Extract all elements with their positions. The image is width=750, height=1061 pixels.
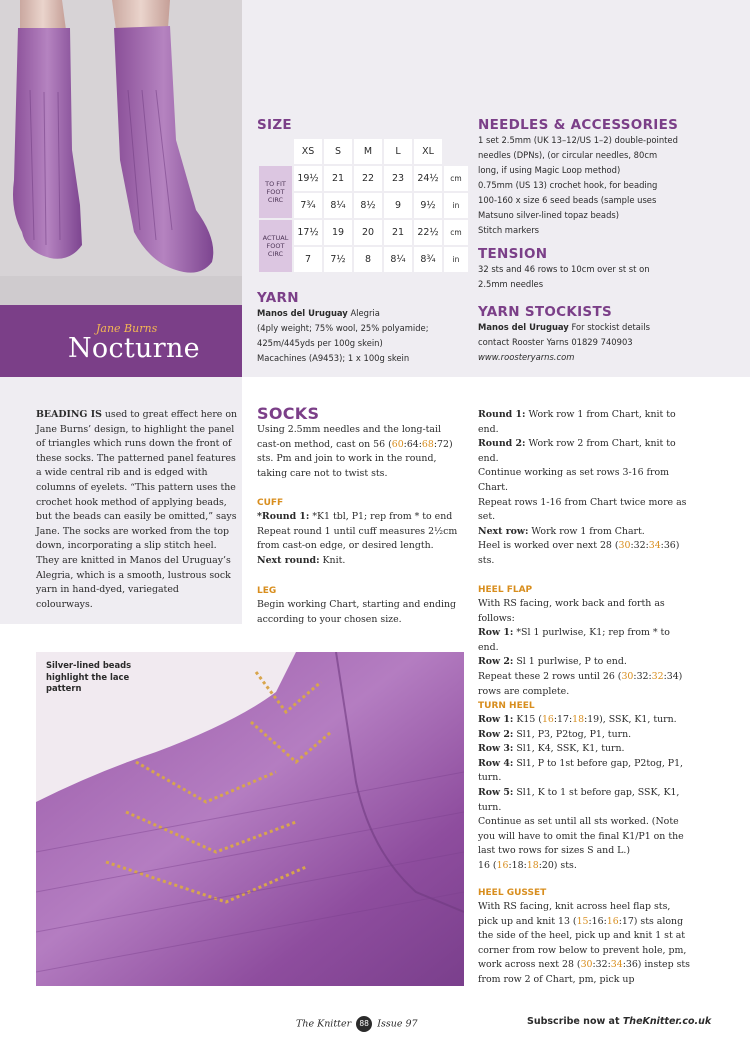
size-variant: 18 — [526, 859, 539, 871]
turn-heel-heading: TURN HEEL — [478, 701, 535, 711]
needles-line: Stitch markers — [478, 225, 540, 235]
yarn-line: (4ply weight; 75% wool, 25% polyamide; — [257, 323, 429, 333]
text-run: :32: — [633, 670, 652, 682]
text-run: Heel is worked over next 28 ( — [478, 540, 619, 552]
text-run: K15 ( — [513, 714, 542, 725]
chart-instructions — [478, 408, 690, 569]
heel-gusset-heading: HEEL GUSSET — [478, 888, 547, 898]
row-label: Row 5: — [478, 786, 514, 798]
row-label: Next row: — [478, 525, 529, 537]
text-run: :16: — [588, 915, 607, 927]
text-run: :17) — [618, 915, 638, 927]
size-variant: 34 — [610, 959, 623, 971]
size-col-m: M — [354, 139, 382, 164]
text-run: Sl1, P to 1st before gap, P2tog, P1, turn. — [478, 757, 684, 784]
subscribe-text: Subscribe now at — [527, 1016, 623, 1027]
size-cell: 7 — [294, 247, 322, 272]
text-run: *K1 tbl, P1; rep from * to end — [309, 511, 453, 522]
needles-line: long, if using Magic Loop method) — [478, 165, 621, 175]
size-cell: 8¼ — [324, 193, 352, 218]
size-cell: 22 — [354, 166, 382, 191]
size-cell: 24½ — [414, 166, 442, 191]
tension-line: 32 sts and 46 rows to 10cm over st st on — [478, 264, 650, 274]
row-label: Next round: — [257, 554, 320, 566]
text-run: :32: — [592, 959, 611, 971]
heel-flap-instructions — [478, 597, 690, 699]
text-run: sts. Pm and join to work in the round, taking care not to twist sts. — [257, 453, 437, 479]
socks-illustration — [0, 0, 242, 305]
heel-flap-heading: HEEL FLAP — [478, 585, 533, 595]
text-run: Repeat round 1 until cuff measures 2½cm from cast-on edge, or desired length. — [257, 525, 458, 552]
text-run: :17: — [553, 714, 573, 725]
row-label: Row 1: — [478, 714, 514, 725]
stockist-details: For stockist details — [568, 322, 650, 332]
beaded-sock-illustration — [36, 652, 464, 986]
yarn-name: Alegria — [347, 308, 380, 318]
heel-gusset-instructions — [478, 900, 690, 988]
needles-heading: NEEDLES & ACCESSORIES — [478, 117, 679, 133]
text-run: :36) — [622, 959, 642, 971]
size-variant: 32 — [651, 670, 664, 682]
size-variant: 60 — [391, 438, 404, 450]
text-run: :72) — [433, 438, 453, 450]
tension-text — [478, 262, 728, 292]
stockists-text — [478, 320, 728, 365]
unit-in: in — [444, 193, 468, 218]
size-col-s: S — [324, 139, 352, 164]
intro-lead: BEADING IS — [36, 409, 102, 420]
size-col-xs: XS — [294, 139, 322, 164]
size-variant: 16 — [606, 915, 619, 927]
text-run: Using 2.5mm needles and the long-tail cast-on method, cast on 56 ( — [257, 424, 442, 450]
size-variant: 18 — [572, 714, 585, 725]
size-variant: 15 — [576, 915, 589, 927]
text-run: With RS facing, work back and forth as follows: — [478, 598, 665, 624]
needles-line: 100-160 x size 6 seed beads (sample uses — [478, 195, 657, 205]
text-run: Continue as set until all sts worked. (Note you will have to omit the final K1/P1 on the last two rows for sizes S and L.) — [478, 816, 684, 857]
size-cell: 23 — [384, 166, 412, 191]
text-run: :18: — [508, 859, 527, 871]
text-run: instep sts from row 2 of Chart, pm, pick up — [478, 959, 690, 985]
socks-photo-bottom — [36, 652, 464, 986]
text-run: Sl1, K4, SSK, K1, turn. — [513, 743, 625, 755]
size-table — [257, 137, 470, 274]
size-variant: 30 — [580, 959, 593, 971]
intro-text — [36, 408, 238, 612]
needles-list — [478, 133, 728, 238]
size-cell: 9 — [384, 193, 412, 218]
size-table-corner — [259, 139, 292, 164]
leg-instructions: Begin working Chart, starting and ending according to your chosen size. — [257, 599, 456, 625]
text-run: *Sl 1 purlwise, K1; rep from * to end. — [478, 627, 670, 653]
size-cell: 8¼ — [384, 247, 412, 272]
size-variant: 16 — [496, 859, 509, 871]
size-cell: 19½ — [294, 166, 322, 191]
designer-name: Jane Burns — [96, 322, 158, 335]
size-col-l: L — [384, 139, 412, 164]
text-run: sts along the side of the heel, pick up and knit 1 st at corner from row below to prevent hole, pm, work across next 28 ( — [478, 915, 687, 971]
row-label: Round 2: — [478, 438, 526, 450]
subscribe-link[interactable]: TheKnitter.co.uk — [622, 1016, 712, 1027]
text-run: sts. — [478, 554, 495, 566]
size-cell: 8¾ — [414, 247, 442, 272]
size-cell: 21 — [384, 220, 412, 245]
text-run: 16 ( — [478, 859, 497, 871]
tension-heading: TENSION — [478, 246, 548, 262]
text-run: Repeat rows 1-16 from Chart twice more as set. — [478, 496, 687, 523]
size-variant: 34 — [648, 540, 661, 552]
yarn-line: Macachines (A9453); 1 x 100g skein — [257, 353, 410, 363]
size-cell: 9½ — [414, 193, 442, 218]
footer-subscribe — [527, 1016, 711, 1027]
size-cell: 7¾ — [294, 193, 322, 218]
size-cell: 8 — [354, 247, 382, 272]
text-run: :19), SSK, K1, turn. — [584, 714, 677, 725]
needles-line: needles (DPNs), (or circular needles, 80cm — [478, 150, 658, 160]
size-cell: 19 — [324, 220, 352, 245]
size-col-xl: XL — [414, 139, 442, 164]
yarn-details — [257, 306, 472, 366]
intro-body: used to great effect here on Jane Burns’ design, to highlight the panel of triangles which runs down the front of these socks. The patterned panel features a wide central rib and is edged with columns of eyelets. “This pattern uses the crochet hook method of applying beads, but the beads can easily be omitted,” says Jane. The socks are worked from the top down, incorporating a slip stitch heel. They are knitted in Manos del Uruguay’s Alegria, which is a smooth, lustrous sock yarn in hand-dyed, variegated colourways. — [36, 409, 238, 610]
needles-line: 1 set 2.5mm (UK 13–12/US 1–2) double-pointed — [478, 135, 678, 145]
row-label: Row 4: — [478, 757, 514, 769]
text-run: :32: — [630, 540, 649, 552]
text-run: Work row 1 from Chart. — [528, 525, 645, 537]
cuff-instructions — [257, 510, 462, 568]
turn-heel-instructions — [478, 713, 690, 874]
row-label: Row 1: — [478, 627, 514, 639]
size-cell: 17½ — [294, 220, 322, 245]
row-label: *Round 1: — [257, 511, 310, 522]
unit-in: in — [444, 247, 468, 272]
text-run: Continue working as set rows 3-16 from Chart. — [478, 467, 670, 493]
yarn-brand: Manos del Uruguay — [257, 308, 348, 318]
to-fit-label: TO FIT FOOT CIRC — [259, 166, 292, 218]
magazine-name: The Knitter — [296, 1018, 352, 1030]
size-table-corner-right — [444, 139, 468, 164]
yarn-line: 425m/445yds per 100g skein) — [257, 338, 383, 348]
yarn-heading: YARN — [257, 290, 299, 306]
size-variant: 30 — [618, 540, 631, 552]
size-variant: 16 — [541, 714, 554, 725]
text-run: :36) — [660, 540, 680, 552]
pattern-title: Nocturne — [68, 333, 200, 364]
text-run: Work row 2 from Chart, knit to end. — [478, 438, 676, 464]
tension-line: 2.5mm needles — [478, 279, 544, 289]
size-cell: 7½ — [324, 247, 352, 272]
size-variant: 30 — [621, 670, 634, 682]
needles-line: Matsuno silver-lined topaz beads) — [478, 210, 620, 220]
row-label: Row 2: — [478, 728, 514, 740]
size-variant: 68 — [421, 438, 434, 450]
row-label: Row 2: — [478, 656, 514, 668]
unit-cm: cm — [444, 220, 468, 245]
text-run: :20) sts. — [538, 859, 577, 871]
unit-cm: cm — [444, 166, 468, 191]
text-run: Repeat these 2 rows until 26 ( — [478, 670, 622, 682]
size-cell: 20 — [354, 220, 382, 245]
actual-label: ACTUAL FOOT CIRC — [259, 220, 292, 272]
text-run: Sl1, K to 1 st before gap, SSK, K1, turn. — [478, 786, 680, 813]
text-run: Work row 1 from Chart, knit to end. — [478, 409, 676, 435]
cuff-heading: CUFF — [257, 498, 284, 508]
socks-heading: SOCKS — [257, 404, 320, 423]
page-number: 88 — [356, 1016, 372, 1032]
text-run: :34) — [663, 670, 683, 682]
stockist-brand: Manos del Uruguay — [478, 322, 569, 332]
socks-cast-on — [257, 423, 462, 481]
text-run: With RS facing, knit across heel flap sts, pick up and knit 13 ( — [478, 901, 671, 927]
text-run: :64: — [403, 438, 422, 450]
needles-line: 0.75mm (US 13) crochet hook, for beading — [478, 180, 658, 190]
text-run: Knit. — [319, 554, 346, 566]
footer-magazine — [296, 1016, 418, 1032]
issue-number: Issue 97 — [377, 1018, 418, 1030]
stockist-url[interactable]: www.roosteryarns.com — [478, 352, 575, 362]
leg-heading: LEG — [257, 586, 277, 596]
socks-photo-top — [0, 0, 242, 305]
size-heading: SIZE — [257, 117, 292, 133]
text-run: rows are complete. — [478, 685, 570, 697]
size-cell: 22½ — [414, 220, 442, 245]
size-cell: 21 — [324, 166, 352, 191]
text-run: Sl 1 purlwise, P to end. — [513, 656, 627, 668]
photo-caption: Silver-lined beads highlight the lace pattern — [46, 660, 132, 693]
row-label: Round 1: — [478, 409, 526, 420]
size-cell: 8½ — [354, 193, 382, 218]
stockists-heading: YARN STOCKISTS — [478, 304, 612, 320]
row-label: Row 3: — [478, 743, 514, 755]
text-run: Sl1, P3, P2tog, P1, turn. — [513, 728, 632, 740]
stockist-contact: contact Rooster Yarns 01829 740903 — [478, 337, 633, 347]
